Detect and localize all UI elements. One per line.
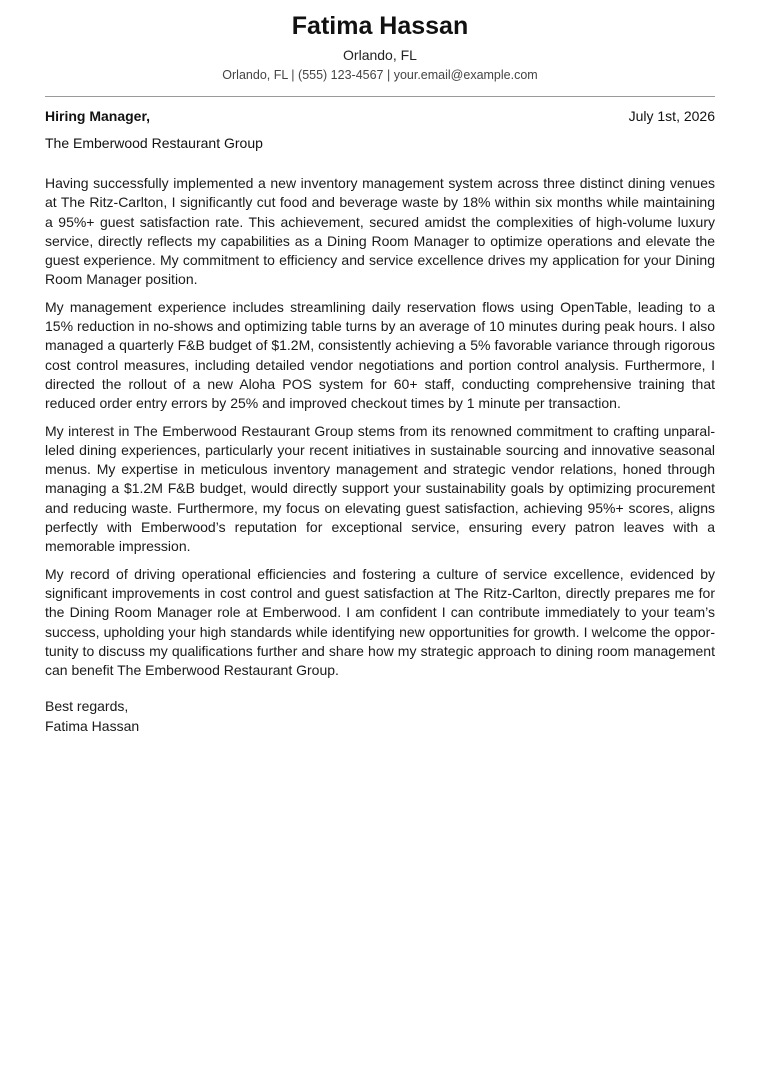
applicant-name: Fatima Hassan	[291, 12, 469, 40]
cover-letter-page	[45, 0, 715, 736]
recipient-company: The Emberwood Restaurant Group	[45, 135, 263, 151]
body-paragraph: My interest in The Emberwood Restaurant Group stems from its renowned commitment to crafting unparalleled dining experiences, particularly your recent initiatives in sustainable sourcing and innovative seasonal menus. My expertise in meticulous inventory management and strategic vendor relations, honed through managing a $1.2M F&B budget, would directly support your sustainability goals by optimizing procurement and reducing waste. Furthermore, my focus on elevating guest satisfaction, achieving 95%+ scores, aligns perfectly with Emberwood’s reputation for exceptional service, ensuring every patron leaves with a memorable impression.	[45, 422, 715, 555]
header-divider	[45, 96, 715, 97]
letter-date: July 1st, 2026	[628, 108, 715, 124]
closing-block	[45, 697, 715, 736]
body-paragraph: My management experience includes streamlining daily reservation flows using OpenTable, leading to a 15% reduction in no-shows and optimizing table turns by an average of 10 minutes during peak hours. I also managed a quarterly F&B budget of $1.2M, consistently achieving a 5% favorable variance through rigorous cost control measures, including detailed vendor negotiations and portion control analysis. Furthermore, I directed the rollout of a new Aloha POS system for 60+ staff, conducting comprehensive training that reduced order entry errors by 25% and improved checkout times by 1 minute per transaction.	[45, 298, 715, 412]
signature-name: Fatima Hassan	[45, 717, 140, 734]
body-paragraph: My record of driving operational efficiencies and fostering a culture of service excellence, evidenced by significant improvements in cost control and guest satisfaction at The Ritz-Carlton, directly prepares me for the Dining Room Manager role at Emberwood. I am confident I can contribute immediately to your team’s success, upholding your high standards while identifying new opportunities for growth. I welcome the opportunity to discuss my qualifications further and share how my strategic approach to dining room management can benefit The Emberwood Restaurant Group.	[45, 565, 715, 679]
contact-line: Orlando, FL | (555) 123-4567 | your.email@example.com	[222, 68, 538, 82]
body-paragraph: Having successfully implemented a new inventory management system across three distinct dining venues at The Ritz-Carlton, I significantly cut food and beverage waste by 18% within six months while maintaining a 95%+ guest satisfaction rate. This achievement, secured amidst the complexities of high-volume luxury service, directly reflects my capabilities as a Dining Room Manager to optimize operations and elevate the guest experience. My commitment to efficiency and service excellence drives my application for your Dining Room Manager position.	[45, 175, 715, 288]
letter-body	[45, 174, 715, 680]
closing-phrase: Best regards,	[45, 698, 129, 715]
salutation-row	[45, 107, 715, 125]
applicant-location: Orlando, FL	[343, 47, 417, 63]
greeting: Hiring Manager,	[45, 108, 151, 124]
